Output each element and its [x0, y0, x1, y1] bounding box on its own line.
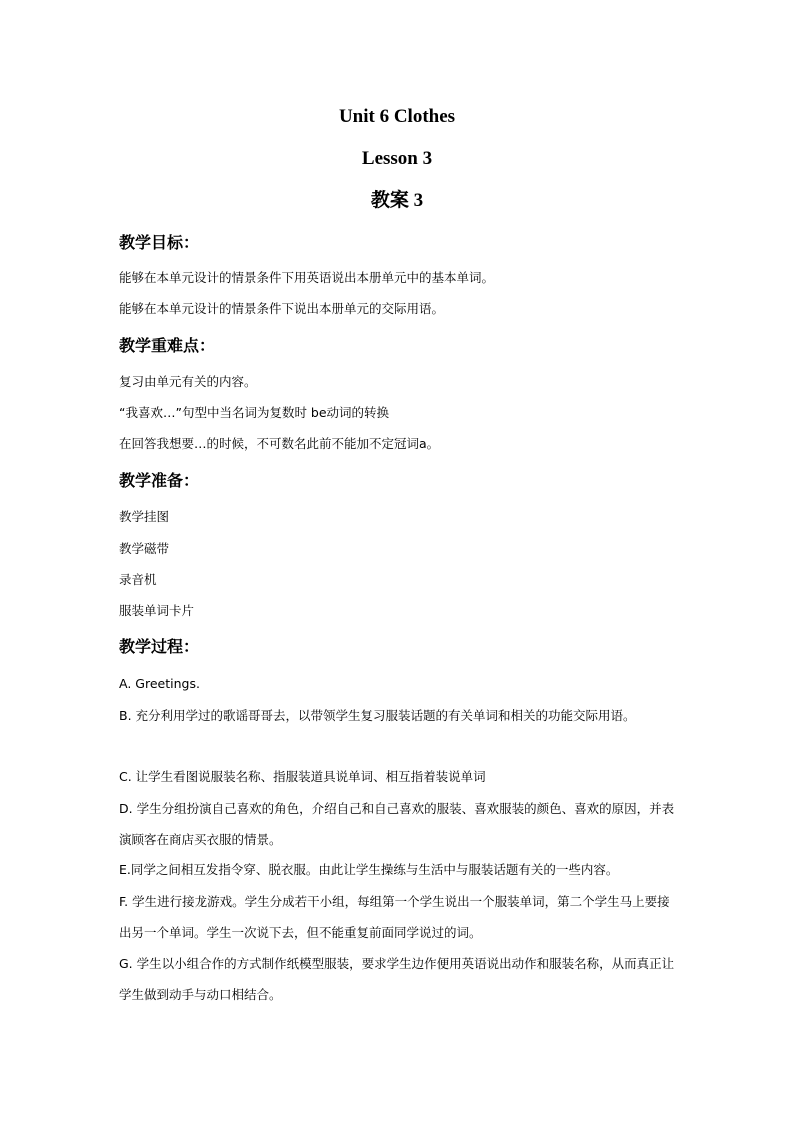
objectives-heading: 教学目标：	[119, 233, 200, 252]
plan-title: 教案 3	[370, 190, 424, 211]
lesson-title: Lesson 3	[361, 148, 433, 169]
process-step: E.同学之间相互发指令穿、脱衣服。由此让学生操练与生活中与服装话题有关的一些内容。	[119, 862, 619, 877]
preparation-item: 录音机	[119, 572, 157, 587]
preparation-item: 服装单词卡片	[119, 603, 195, 618]
unit-title: Unit 6 Clothes	[338, 106, 456, 127]
preparation-item: 教学磁带	[119, 541, 170, 556]
process-step: C. 让学生看图说服装名称、指服装道具说单词、相互指着装说单词	[119, 769, 486, 784]
process-heading: 教学过程：	[119, 637, 200, 656]
process-step: G. 学生以小组合作的方式制作纸模型服装，要求学生边作便用英语说出动作和服装名称，从而真正让学生做到动手与动口相结合。	[119, 956, 675, 1002]
key-points-heading: 教学重难点：	[119, 336, 216, 355]
process-step: B. 充分利用学过的歌谣哥哥去，以带领学生复习服装话题的有关单词和相关的功能交际用语。	[119, 708, 636, 723]
process-step: F. 学生进行接龙游戏。学生分成若干小组，每组第一个学生说出一个服装单词，第二个学生马上要接出另一个单词。学生一次说下去，但不能重复前面同学说过的词。	[119, 894, 670, 940]
key-point-item: “我喜欢…”句型中当名词为复数时 be动词的转换	[119, 405, 390, 420]
process-step: D. 学生分组扮演自己喜欢的角色，介绍自己和自己喜欢的服装、喜欢服装的颜色、喜欢的原因，并表演顾客在商店买衣服的情景。	[119, 801, 675, 847]
process-step: A. Greetings.	[119, 676, 200, 691]
key-point-item: 复习由单元有关的内容。	[119, 374, 257, 389]
preparation-heading: 教学准备：	[119, 471, 200, 490]
preparation-item: 教学挂图	[119, 509, 170, 524]
objective-item: 能够在本单元设计的情景条件下说出本册单元的交际用语。	[119, 301, 445, 316]
objective-item: 能够在本单元设计的情景条件下用英语说出本册单元中的基本单词。	[119, 270, 495, 285]
key-point-item: 在回答我想要…的时候，不可数名此前不能加不定冠词a。	[119, 436, 440, 451]
